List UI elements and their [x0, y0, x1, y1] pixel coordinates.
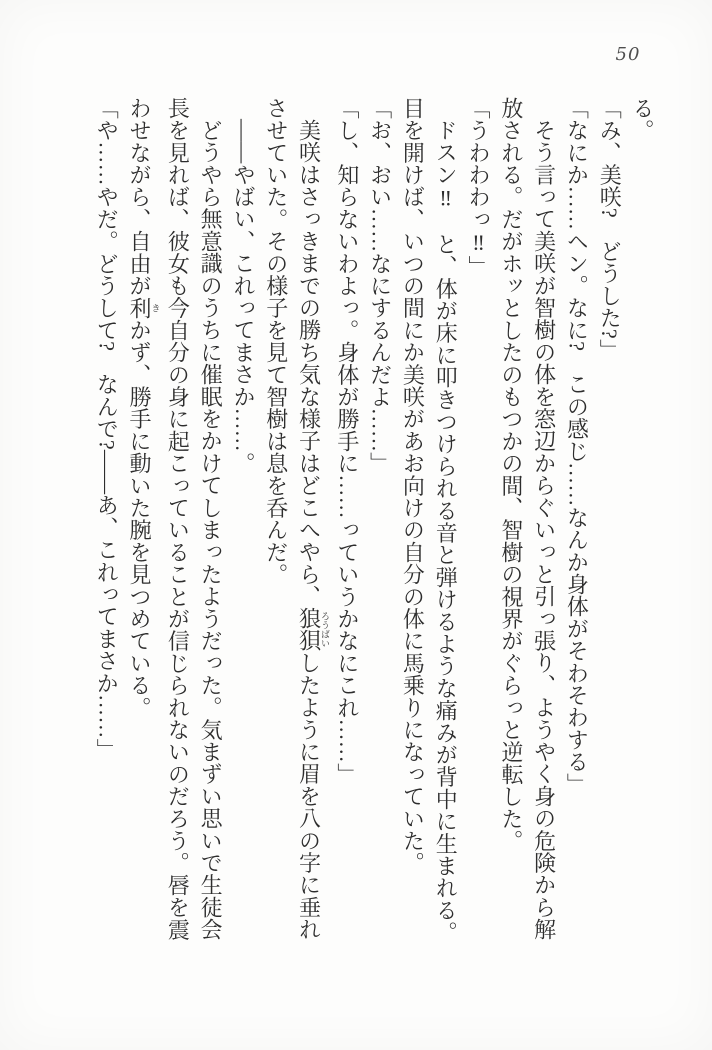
line-segment: したように眉を八の字に垂れ [296, 651, 322, 941]
ruby-base: 狼狽 [296, 607, 322, 652]
ruby-text: ろうばい [320, 607, 331, 652]
text-line: 「し、知らないわよっ。身体が勝手に……っていうかなにこれ……」 [334, 97, 360, 786]
text-line: 「や……やだ。どうして? なんで?——あ、これってまさか……」 [94, 97, 120, 761]
page-text [89, 97, 658, 945]
ruby-word [127, 296, 161, 320]
text-line: どうやら無意識のうちに催眠をかけてしまったようだった。気まずい思いで生徒会 [198, 119, 224, 941]
text-line [292, 97, 330, 945]
text-line: 長を見れば、彼女も今自分の身に起こっていることが信じられないのだろう。唇を震 [165, 97, 191, 941]
text-line: 「なにか……ヘン。なに? この感じ……なんか身体がそわそわする」 [564, 97, 590, 796]
text-line [122, 97, 160, 945]
text-line: 放される。だがホッとしたのもつかの間、智樹の視界がぐらっと逆転した。 [498, 97, 524, 852]
line-segment: わせながら、自由が [127, 97, 153, 297]
text-line: 「うわわわっ‼」 [466, 97, 492, 278]
text-line: 目を開けば、いつの間にか美咲があお向けの自分の体に馬乗りになっていた。 [400, 97, 426, 874]
ruby-word [296, 607, 331, 652]
text-line: 「み、美咲? どうした?」 [597, 97, 623, 362]
ruby-base: 利 [127, 296, 153, 320]
ruby-text: き [150, 296, 161, 319]
text-line: ——やばい、これってまさか……。 [230, 119, 256, 475]
line-segment: かず、勝手に動いた腕を見つめている。 [127, 319, 153, 719]
text-line: 「お、おい……なにするんだよ……」 [367, 97, 393, 475]
text-line: る。 [630, 97, 655, 142]
text-line: そう言って美咲が智樹の体を窓辺からぐいっと引っ張り、ようやく身の危険から解 [531, 119, 557, 941]
line-segment: 美咲はさっきまでの勝ち気な様子はどこへやら、 [296, 119, 322, 608]
text-line: させていた。その様子を見て智樹は息を呑んだ。 [263, 97, 289, 586]
page-number: 50 [615, 44, 641, 65]
text-line: ドスン‼ と、体が床に叩きつけられる音と弾けるような痛みが背中に生まれる。 [433, 119, 459, 944]
